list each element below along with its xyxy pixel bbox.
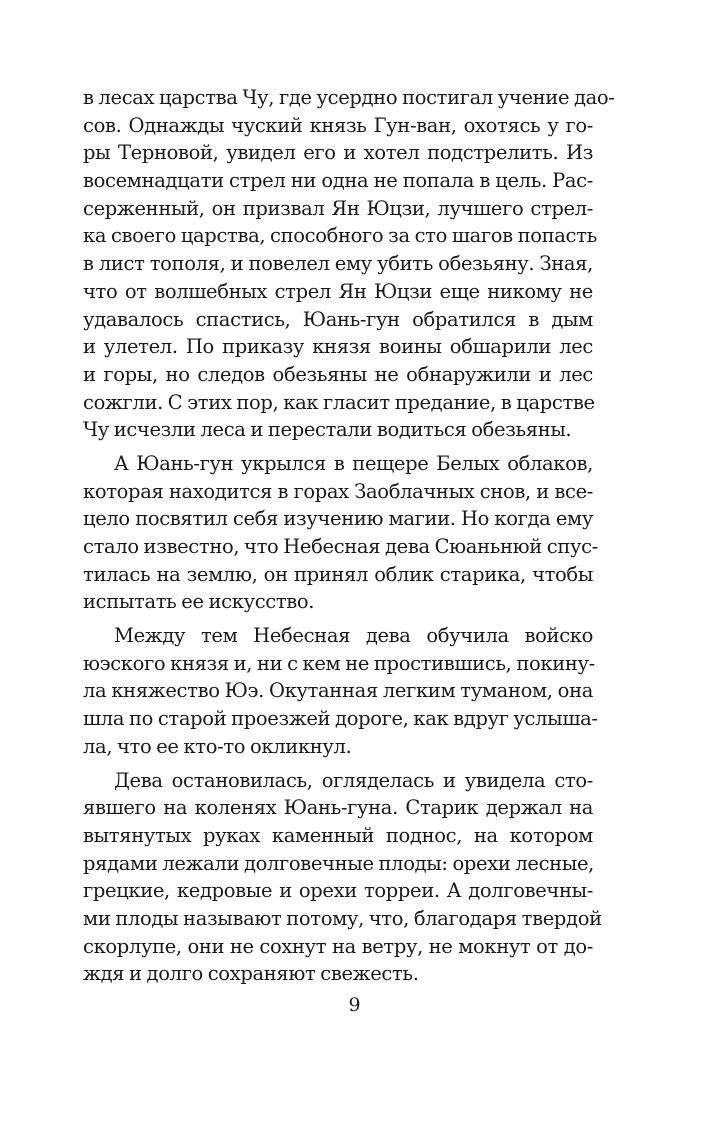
text-line: грецкие, кедровые и орехи торреи. А долговечны- xyxy=(83,879,593,903)
text-line: которая находится в горах Заоблачных снов, и все- xyxy=(83,479,593,503)
paragraph-4 xyxy=(83,767,602,989)
text-line: серженный, он призвал Ян Юцзи, лучшего стрел- xyxy=(83,196,593,220)
paragraph-1 xyxy=(83,84,615,444)
text-line: скорлупе, они не сохнут на ветру, не мокнут от до- xyxy=(83,934,593,958)
text-line: и горы, но следов обезьяны не обнаружили и лес xyxy=(83,362,593,386)
text-line: шла по старой проезжей дороге, как вдруг услыша- xyxy=(83,707,598,731)
text-line: цело посвятил себя изучению магии. Но когда ему xyxy=(83,507,593,531)
paragraph-3 xyxy=(83,622,598,760)
text-line: в лист тополя, и повелел ему убить обезьяну. Зная, xyxy=(83,252,593,276)
text-line: ми плоды называют потому, что, благодаря твердой xyxy=(83,906,602,930)
text-line: ла, что ее кто-то окликнул. xyxy=(83,734,352,758)
text-line: Чу исчезли леса и перестали водиться обезьяны. xyxy=(83,418,572,442)
text-line: испытать ее искусство. xyxy=(83,590,315,614)
text-line: стало известно, что Небесная дева Сюаньнюй спус- xyxy=(83,535,598,558)
text-line: ка своего царства, способного за сто шагов попасть xyxy=(83,224,597,248)
text-line: сов. Однажды чуский князь Гун-ван, охотясь у го- xyxy=(83,113,593,137)
text-line: сожгли. С этих пор, как гласит предание, в царстве xyxy=(83,390,595,414)
text-line: ры Терновой, увидел его и хотел подстрелить. Из xyxy=(83,141,593,165)
paragraph-2 xyxy=(83,450,598,616)
text-line: вытянутых руках каменный поднос, на котором xyxy=(83,823,593,847)
page-body xyxy=(83,84,615,988)
text-line: Дева остановилась, огляделась и увидела сто- xyxy=(114,768,593,792)
text-line: юэского князя и, ни с кем не простившись, покину- xyxy=(83,651,595,675)
text-line: что от волшебных стрел Ян Юцзи еще никому не xyxy=(83,279,593,303)
text-line: ла княжество Юэ. Окутанная легким туманом, она xyxy=(83,679,593,703)
page-number: 9 xyxy=(348,994,361,1016)
text-line: А Юань-гун укрылся в пещере Белых облаков, xyxy=(114,451,593,475)
text-line: явшего на коленях Юань-гуна. Старик держал на xyxy=(83,796,593,820)
text-line: Между тем Небесная дева обучила войско xyxy=(114,624,593,648)
text-line: рядами лежали долговечные плоды: орехи лесные, xyxy=(83,851,594,875)
text-line: ждя и долго сохраняют свежесть. xyxy=(83,962,419,986)
text-line: тилась на землю, он принял облик старика, чтобы xyxy=(83,562,593,586)
text-line: восемнадцати стрел ни одна не попала в цель. Рас- xyxy=(83,169,593,193)
text-line: и улетел. По приказу князя воины обшарили лес xyxy=(83,335,593,359)
text-line: в лесах царства Чу, где усердно постигал учение дао- xyxy=(83,86,615,109)
text-line: удавалось спастись, Юань-гун обратился в дым xyxy=(83,307,593,331)
